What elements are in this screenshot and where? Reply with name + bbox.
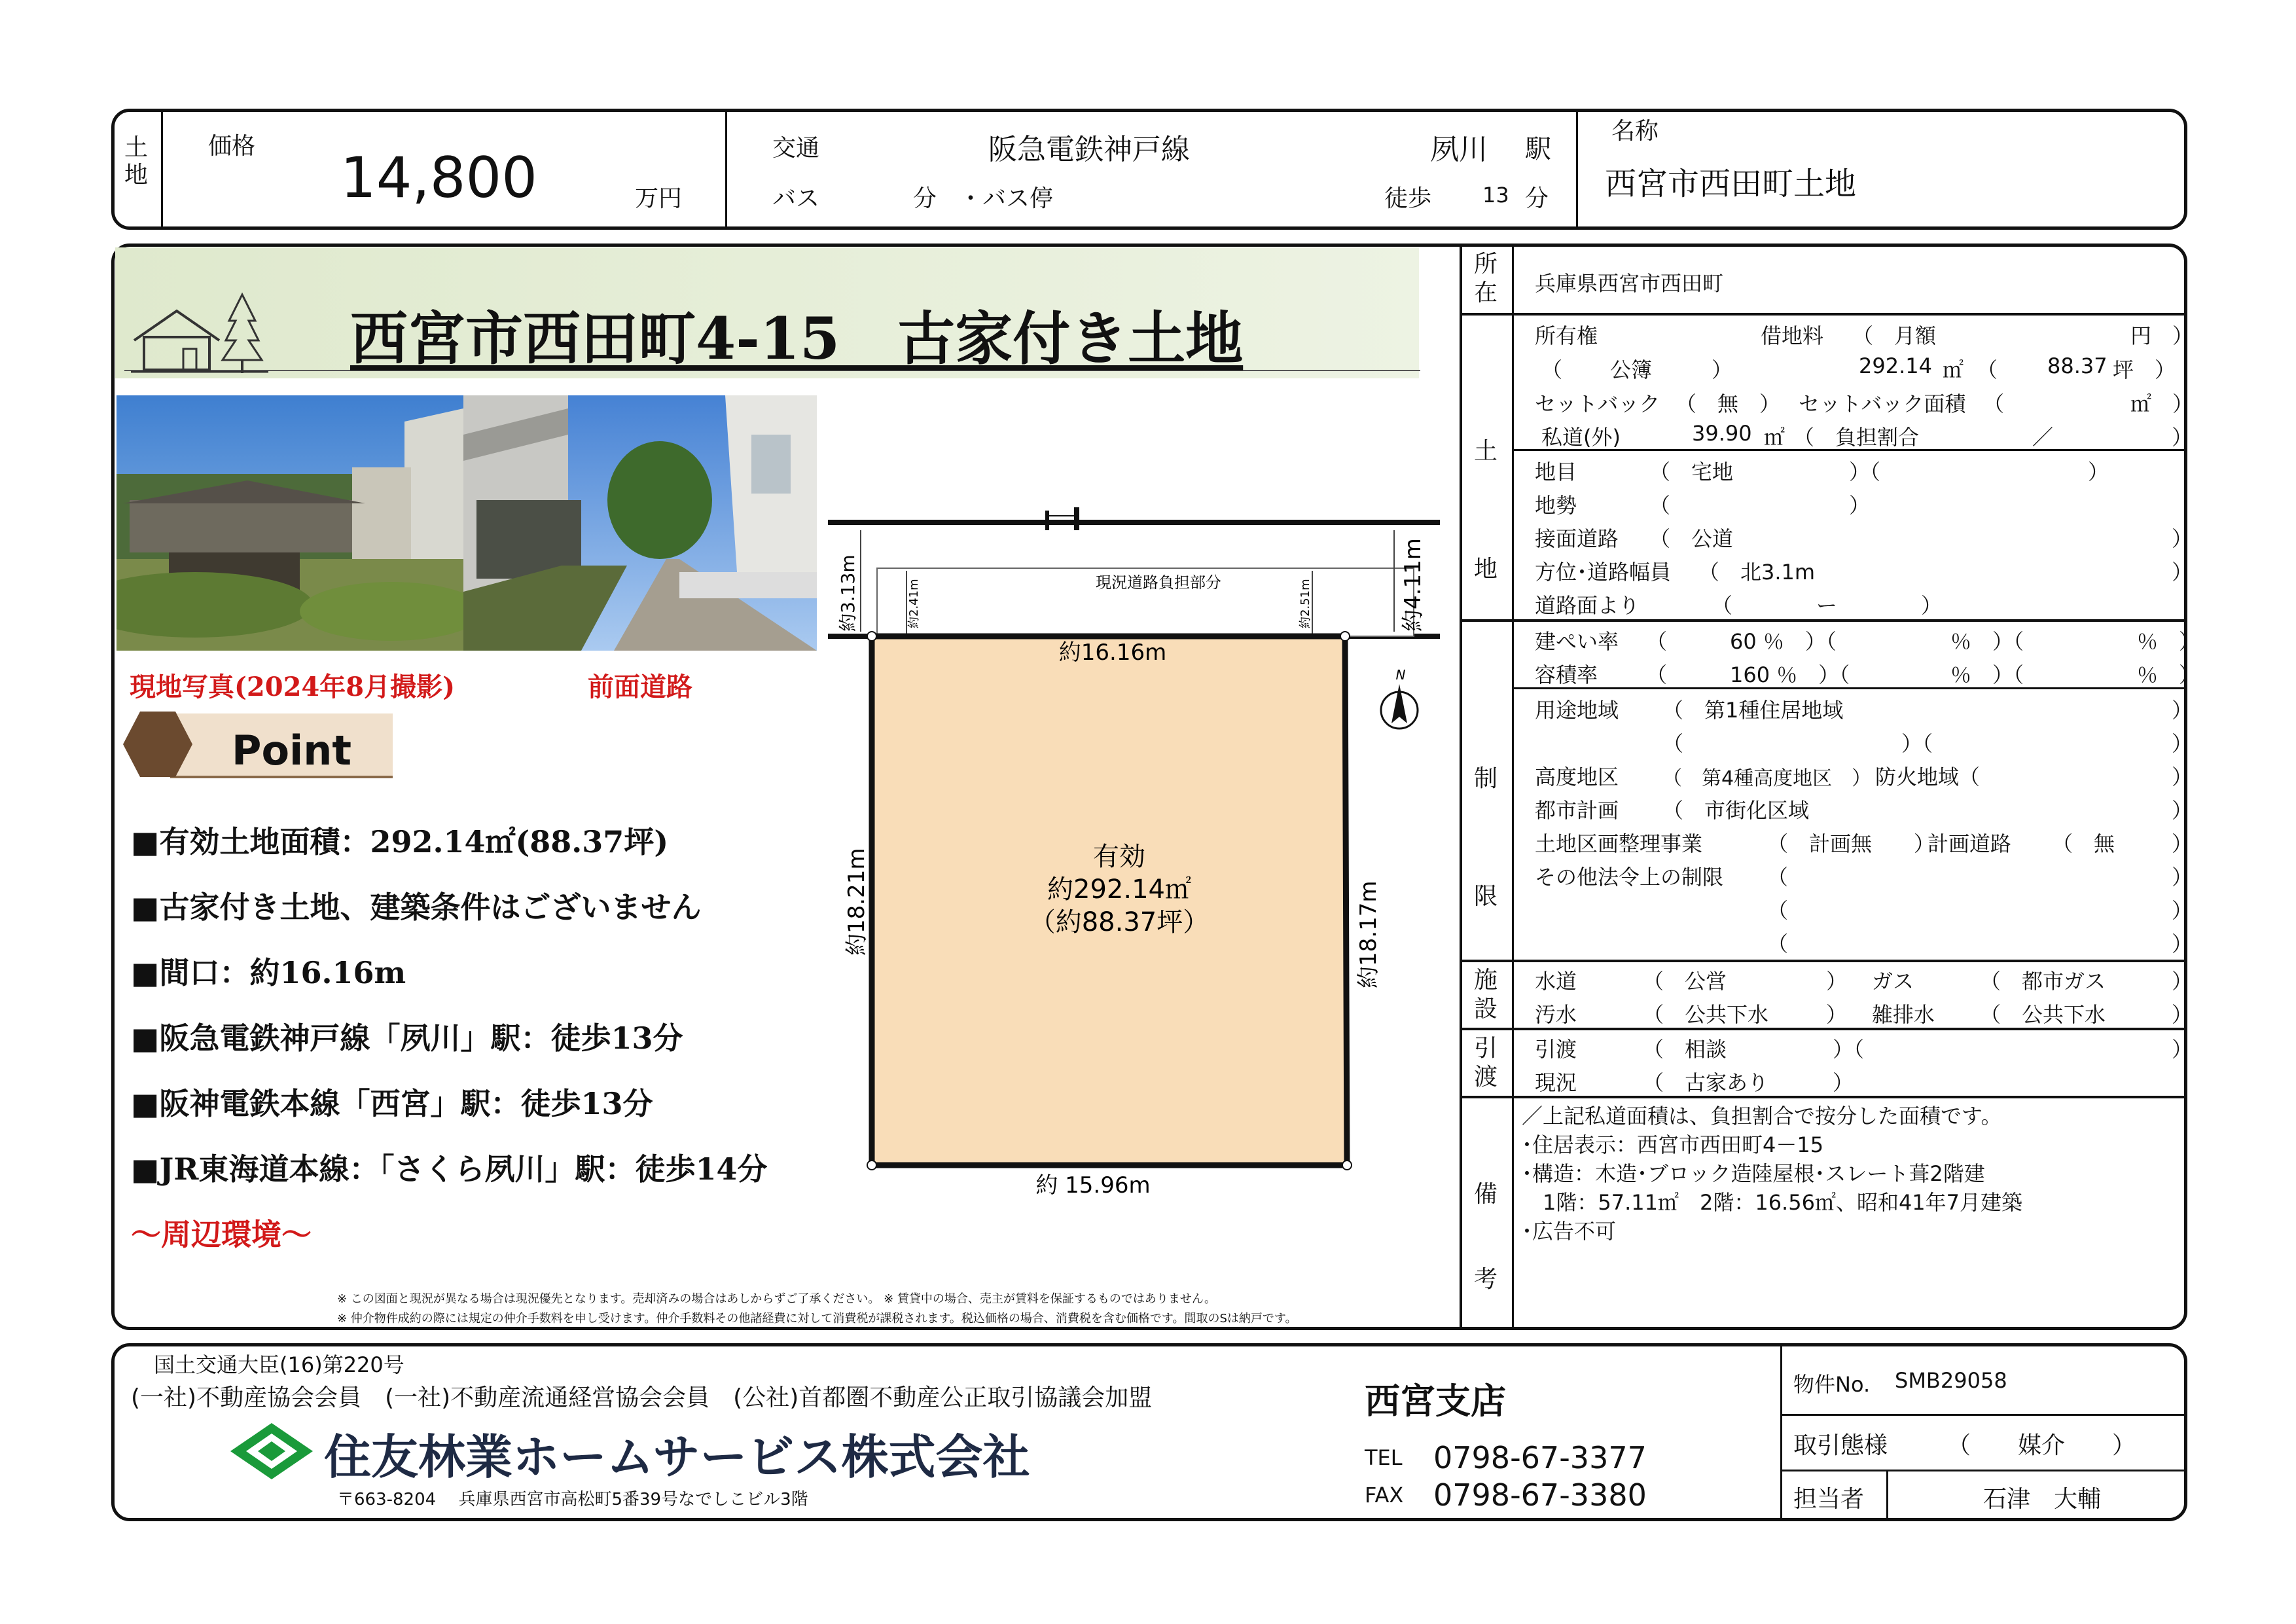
type-label: 土地: [124, 134, 149, 189]
land-area-unit: ㎡: [1943, 357, 1964, 382]
walk-label: 徒歩: [1384, 185, 1432, 212]
setback: セットバック: [1535, 391, 1660, 416]
other-open-1: （: [1767, 865, 1789, 890]
site-plan: [812, 497, 1460, 1218]
gas: ガス: [1872, 969, 1914, 994]
branch-name: 西宮支店: [1365, 1380, 1506, 1422]
zoning-close2: ）（: [1901, 731, 1933, 756]
deal-type-label: 取引態様: [1793, 1432, 1888, 1459]
name-label: 名称: [1611, 118, 1659, 145]
facility-label: 施設: [1474, 967, 1498, 1022]
lease-yen: 円 ）: [2130, 323, 2194, 348]
setback-area-unit: ㎡ ）: [2130, 391, 2194, 416]
right-depth-dim: 約18.17m: [1355, 880, 1382, 988]
ownership: 所有権: [1535, 323, 1598, 348]
point-item: ■阪急電鉄神戸線「夙川」駅：徒歩13分: [131, 1020, 683, 1056]
left-depth-dim: 約18.21m: [844, 848, 870, 956]
point-item: ■阪神電鉄本線「西宮」駅：徒歩13分: [131, 1086, 653, 1121]
remark-line: ／上記私道面積は、負担割合で按分した面積です。: [1522, 1104, 2002, 1128]
land-category: 地目: [1535, 460, 1577, 484]
drainage: 雑排水: [1872, 1002, 1935, 1027]
registry-open: （: [1541, 357, 1563, 382]
walk-value: 13: [1482, 183, 1509, 208]
other-close-3: ）: [2172, 931, 2193, 956]
current-status-value: （ 古家あり: [1643, 1070, 1769, 1095]
zoning-close3: ）: [2172, 731, 2193, 756]
planned-road: 計画道路: [1928, 831, 2012, 856]
deal-type: （ 媒介 ）: [1947, 1432, 2136, 1459]
setback-area: セットバック面積: [1799, 391, 1966, 416]
property-name: 西宮市西田町土地: [1605, 166, 1857, 202]
road-contact-close: ）: [2172, 526, 2193, 551]
road-contact: 接面道路: [1535, 526, 1619, 551]
other-law: その他法令上の制限: [1535, 865, 1724, 890]
right-setback-dim: 約4.11m: [1400, 538, 1426, 632]
fire-district-close: ）: [2172, 765, 2193, 789]
price-value: 14,800: [340, 145, 537, 211]
walk-unit: 分: [1525, 185, 1549, 212]
station-suffix: 駅: [1525, 134, 1551, 164]
height-district: 高度地区: [1535, 765, 1619, 789]
fax-label: FAX: [1365, 1483, 1404, 1507]
current-status-close: ）: [1833, 1070, 1854, 1095]
land-tsubo: 88.37: [2047, 353, 2108, 378]
far-pct2: ％ ）（: [1950, 662, 2024, 687]
city-plan: 都市計画: [1535, 798, 1619, 823]
house-tree-icon: [131, 291, 268, 376]
disclaimer-1: ※ この図面と現況が異なる場合は現況優先となります。売却済みの場合はあしからずご了承ください。 ※ 賃貸中の場合、売主が賃料を保証するものではありません。: [337, 1292, 1216, 1306]
fire-district: 防火地域（: [1875, 765, 1981, 789]
sewage-value: （ 公共下水: [1643, 1002, 1769, 1027]
water: 水道: [1535, 969, 1577, 994]
zoning-open2: （: [1662, 731, 1684, 756]
height-district-value: （ 第4種高度地区 ）: [1662, 767, 1872, 790]
private-road-unit: ㎡: [1764, 425, 1785, 450]
property-no: SMB29058: [1895, 1368, 2007, 1393]
tel-label: TEL: [1365, 1445, 1403, 1470]
remark-line: ･構造：木造･ブロック造陸屋根･スレート葺2階建: [1522, 1161, 1985, 1186]
land-label: 土地: [1474, 438, 1498, 583]
restriction-label: 制限: [1474, 765, 1498, 910]
coverage-value: （ 60 ％ ）（: [1646, 629, 1837, 654]
area-sqm: 約292.14㎡: [1047, 875, 1191, 905]
drainage-close: ）: [2172, 1002, 2193, 1027]
sewage: 汚水: [1535, 1002, 1577, 1027]
train-line: 阪急電鉄神戸線: [988, 133, 1190, 166]
other-open-2: （: [1767, 898, 1789, 923]
company-address: 〒663-8204 兵庫県西宮市高松町5番39号なでしこビル3階: [337, 1490, 808, 1509]
road-level-value: （ ー ）: [1712, 593, 1943, 618]
land-area: 292.14: [1859, 353, 1932, 378]
photo-caption-site: 現地写真(2024年8月撮影): [130, 672, 456, 702]
zoning-value: （ 第1種住居地域: [1662, 698, 1844, 723]
company-name: 住友林業ホームサービス株式会社: [324, 1430, 1030, 1485]
floor-area-ratio: 容積率: [1535, 662, 1598, 687]
point-item: ■間口：約16.16m: [131, 955, 406, 990]
remark-line: ･住居表示：西宮市西田町4－15: [1522, 1132, 1824, 1157]
city-plan-close: ）: [2172, 798, 2193, 823]
setback-value: （ 無 ）: [1676, 391, 1781, 416]
private-road-area: 39.90: [1692, 421, 1752, 446]
burden-close: ）: [2172, 425, 2193, 450]
station-name: 夙川: [1430, 133, 1488, 166]
bus-stop: ・バス停: [959, 185, 1054, 212]
gas-close: ）: [2172, 969, 2193, 994]
road-direction: 方位･道路幅員: [1535, 560, 1672, 585]
registry: 公簿: [1610, 357, 1653, 382]
inner-left-dim: 約2.41m: [907, 579, 921, 628]
disclaimer-2: ※ 仲介物件成約の際には規定の仲介手数料を申し受けます。仲介手数料その他諸経費に対して消費税が課税されます。税込価格の場合、消費税を含む価格です。間取のSは納戸です。: [337, 1312, 1297, 1326]
area-tsubo: （約88.37坪）: [1029, 907, 1210, 937]
photo-caption-road: 前面道路: [588, 672, 692, 702]
fax-number: 0798-67-3380: [1433, 1477, 1647, 1513]
delivery-label: 引渡: [1474, 1035, 1498, 1091]
terrain: 地勢: [1535, 493, 1577, 518]
gas-value: （ 都市ガス: [1980, 969, 2106, 994]
location-label: 所在: [1474, 251, 1498, 306]
tsubo-open: （: [1977, 357, 1998, 382]
coverage-pct2: ％ ）（: [1950, 629, 2024, 654]
transport-label: 交通: [772, 135, 820, 162]
planned-road-value: （ 無: [2052, 831, 2115, 856]
point-item: ■古家付き土地、建築条件はございません: [131, 890, 702, 925]
point-item: ■有効土地面積：292.14㎡(88.37坪): [131, 824, 669, 859]
lease-monthly: （ 月額: [1852, 323, 1937, 348]
land-category-close2: ）: [2088, 460, 2109, 484]
far-value: （ 160 ％ ）（: [1646, 662, 1850, 687]
left-setback-dim: 約3.13m: [837, 554, 859, 632]
road-contact-value: （ 公道: [1649, 526, 1734, 551]
point-label: Point: [232, 727, 352, 774]
remarks-label: 備考: [1474, 1181, 1498, 1293]
water-value: （ 公営: [1643, 969, 1727, 994]
associations: (一社)不動産協会会員 (一社)不動産流通経営協会会員 (公社)首都圏不動産公正取引協議会加盟: [131, 1384, 1153, 1411]
land-category-close: ）（: [1849, 460, 1881, 484]
road-level: 道路面より: [1535, 593, 1640, 618]
site-photo: [117, 395, 463, 651]
other-open-3: （: [1767, 931, 1789, 956]
price-unit: 万円: [635, 185, 683, 212]
lease-fee: 借地料: [1761, 323, 1824, 348]
planned-road-close: ）: [2172, 831, 2193, 856]
inner-right-dim: 約2.51m: [1299, 579, 1312, 628]
private-road: 私道(外): [1541, 425, 1621, 450]
location-value: 兵庫県西宮市西田町: [1535, 271, 1724, 296]
price-label: 価格: [208, 133, 256, 160]
tel-number: 0798-67-3377: [1433, 1440, 1647, 1475]
handover-close: ）（: [1833, 1037, 1865, 1062]
land-readjustment: 土地区画整理事業: [1535, 831, 1703, 856]
handover-close2: ）: [2172, 1037, 2193, 1062]
area-label: 有効: [1093, 842, 1145, 872]
terrain-open: （: [1649, 493, 1671, 518]
surroundings-heading: ～周辺環境～: [131, 1217, 312, 1252]
company-logo-icon: [229, 1422, 314, 1481]
point-item: ■JR東海道本線：「さくら夙川」駅：徒歩14分: [131, 1151, 768, 1187]
staff-name: 石津 大輔: [1983, 1486, 2102, 1513]
drainage-value: （ 公共下水: [1980, 1002, 2106, 1027]
staff-label: 担当者: [1793, 1486, 1865, 1513]
other-close-2: ）: [2172, 898, 2193, 923]
coverage-pct3: ％ ）: [2137, 629, 2200, 654]
remark-line: ･広告不可: [1522, 1219, 1617, 1244]
bus-min: 分: [913, 185, 937, 212]
property-no-label: 物件No.: [1793, 1372, 1871, 1397]
zoning-close: ）: [2172, 698, 2193, 723]
banner-title: 西宮市西田町4-15 古家付き土地: [350, 304, 1244, 372]
top-width-dim: 約16.16m: [1058, 640, 1167, 666]
license-number: 国土交通大臣(16)第220号: [154, 1352, 404, 1377]
current-status: 現況: [1535, 1070, 1577, 1095]
north-label: N: [1395, 667, 1406, 683]
road-direction-close: ）: [2172, 560, 2193, 585]
burden-ratio: （ 負担割合: [1793, 425, 1920, 450]
land-category-value: （ 宅地: [1649, 460, 1734, 484]
zoning: 用途地域: [1535, 698, 1619, 723]
bus-label: バス: [772, 185, 820, 212]
land-readjustment-value: （ 計画無 ）: [1767, 831, 1935, 856]
far-pct3: ％ ）: [2137, 662, 2200, 687]
road-direction-value: （ 北3.1m: [1698, 560, 1816, 585]
water-close: ）: [1826, 969, 1848, 994]
front-road-photo: [463, 395, 817, 651]
bottom-width-dim: 約 15.96m: [1035, 1172, 1151, 1199]
setback-area-open: （: [1983, 391, 2005, 416]
tsubo-unit: 坪 ）: [2113, 357, 2176, 382]
hexagon-icon: [122, 708, 194, 780]
terrain-close: ）: [1849, 493, 1871, 518]
burden-slash: ／: [2032, 425, 2054, 450]
handover: 引渡: [1535, 1037, 1577, 1062]
other-close-1: ）: [2172, 865, 2193, 890]
sewage-close: ）: [1826, 1002, 1848, 1027]
city-plan-value: （ 市街化区域: [1662, 798, 1810, 823]
handover-value: （ 相談: [1643, 1037, 1727, 1062]
north-arrow-icon: [1381, 667, 1418, 729]
coverage: 建ぺい率: [1535, 629, 1619, 654]
remark-line: 1階：57.11㎡ 2階：16.56㎡、昭和41年7月建築: [1522, 1190, 2023, 1215]
road-share-label: 現況道路負担部分: [1096, 573, 1221, 592]
registry-close: ）: [1712, 357, 1733, 382]
